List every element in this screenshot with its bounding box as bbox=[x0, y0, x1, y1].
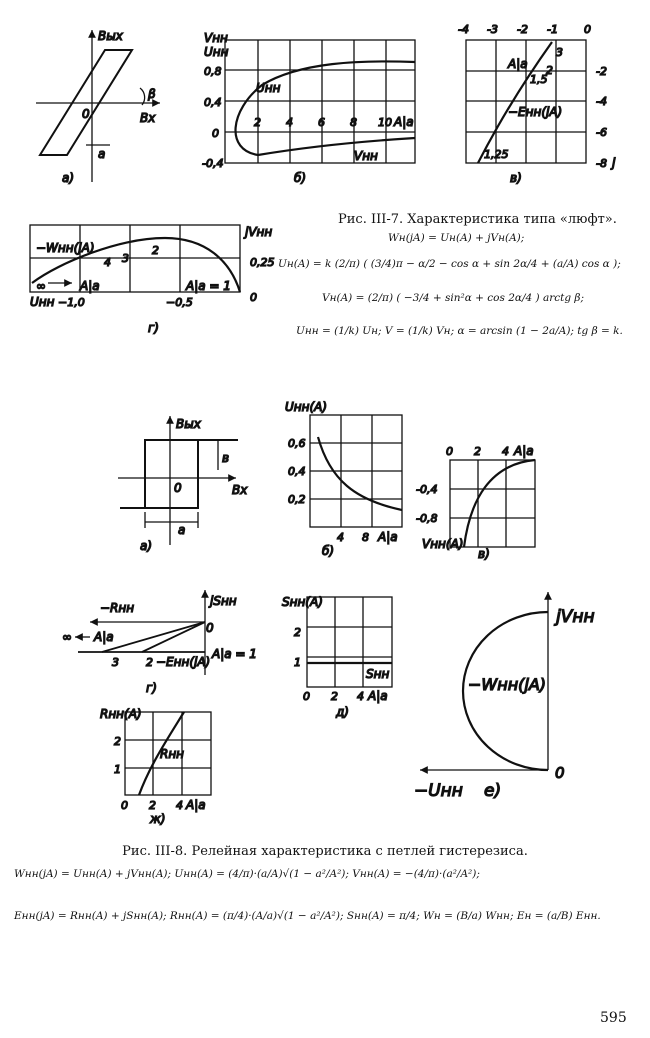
fig8d-pt: 2 bbox=[146, 656, 153, 669]
fig8d-panel: г) bbox=[146, 681, 157, 695]
fig8b-xlabel: A|a bbox=[378, 530, 398, 544]
fig7c-pt: 1,5 bbox=[530, 73, 548, 86]
fig8g-xtick: 4 bbox=[176, 799, 183, 812]
fig7d-inf: ∞ bbox=[36, 279, 46, 293]
fig8a-a: a bbox=[178, 523, 186, 537]
fig8-panel-c bbox=[450, 460, 535, 547]
fig7c-ytick: -8 bbox=[596, 157, 607, 170]
fig8b-ytick: 0,6 bbox=[288, 437, 306, 450]
fig7b-ylabel: Vнн bbox=[204, 31, 228, 45]
fig7c-panel: в) bbox=[510, 171, 522, 185]
fig8e-xtick: 0 bbox=[303, 690, 310, 703]
fig7c-pt: 1,25 bbox=[484, 148, 509, 161]
fig7d-xlabel: Uнн bbox=[30, 295, 55, 309]
fig7b-ytick: 0 bbox=[212, 127, 219, 140]
fig7c-aa: A|a bbox=[508, 57, 528, 71]
fig8c-xtick: 0 bbox=[446, 445, 453, 458]
fig7d-ytick: 0,25 bbox=[250, 256, 275, 269]
fig7c-pt: 2 bbox=[546, 64, 553, 77]
fig7a-beta: β bbox=[148, 87, 156, 101]
fig8b-ytick: 0,4 bbox=[288, 465, 306, 478]
fig7a-xlabel: Вх bbox=[140, 111, 156, 125]
fig7d-xtick: −0,5 bbox=[166, 296, 193, 309]
fig8e-ytick: 2 bbox=[294, 626, 301, 639]
fig7c-ytick: -2 bbox=[596, 65, 607, 78]
fig8c-ylabel: Vнн(A) bbox=[422, 537, 464, 551]
fig7-panel-b bbox=[225, 40, 415, 163]
fig7b-xtick: 2 bbox=[254, 116, 261, 129]
fig8b-xtick: 4 bbox=[337, 531, 344, 544]
fig7c-curve: −Eнн(jA) bbox=[508, 105, 563, 119]
fig8a-origin: 0 bbox=[174, 481, 182, 495]
fig8c-xtick: 2 bbox=[474, 445, 481, 458]
fig8d-curve: −Eнн(jA) bbox=[156, 655, 211, 669]
fig8e-panel: д) bbox=[336, 705, 349, 719]
fig8g-xtick: 0 bbox=[121, 799, 128, 812]
fig8e-xtick: 4 bbox=[357, 690, 364, 703]
fig8-formula: Wнн(jA) = Uнн(A) + jVнн(A); Uнн(A) = (4/π)·(a/A)√(1 − a²/A²); Vнн(A) = −(4/π)·(a²/A²); bbox=[14, 868, 480, 880]
fig7c-xtick: -4 bbox=[458, 23, 469, 36]
fig7d-pt: 3 bbox=[122, 252, 129, 265]
fig7c-j: j bbox=[612, 156, 616, 170]
fig8c-xtick: 4 bbox=[502, 445, 509, 458]
fig7b-panel: б) bbox=[294, 171, 307, 185]
fig7d-curve: −Wнн(jA) bbox=[36, 241, 95, 255]
fig8d-r: −Rнн bbox=[100, 601, 135, 615]
fig8d-ylabel: jSнн bbox=[210, 594, 237, 608]
fig8a-xlabel: Вх bbox=[232, 483, 248, 497]
fig7b-xtick: 4 bbox=[286, 116, 293, 129]
fig8d-aa1: A|a = 1 bbox=[212, 647, 257, 661]
fig8b-xtick: 8 bbox=[362, 531, 369, 544]
fig8a-b: в bbox=[222, 451, 230, 465]
fig7c-xtick: -3 bbox=[487, 23, 498, 36]
fig8c-xlabel: A|a bbox=[514, 444, 534, 458]
fig8c-ytick: -0,4 bbox=[416, 483, 438, 496]
fig7-formula: Uнн = (1/k) Uн; V = (1/k) Vн; α = arcsin (1 − 2a/A); tg β = k. bbox=[296, 325, 623, 337]
fig7a-a: a bbox=[98, 147, 106, 161]
fig8d-origin: 0 bbox=[206, 621, 214, 635]
fig7b-xlabel: A|a bbox=[394, 115, 414, 129]
fig8f-panel: e) bbox=[484, 781, 502, 801]
fig8-caption: Рис. III-8. Релейная характеристика с петлей гистерезиса. bbox=[122, 844, 528, 859]
fig8g-ytick: 1 bbox=[114, 763, 121, 776]
fig8g-panel: ж) bbox=[150, 812, 166, 826]
fig8f-ylabel: jVнн bbox=[556, 607, 595, 627]
fig8-formula: Eнн(jA) = Rнн(A) + jSнн(A); Rнн(A) = (π/4)·(A/a)√(1 − a²/A²); Sнн(A) = π/4; Wн = (B/a) Wнн; Eн = (a/B) Eнн. bbox=[14, 910, 601, 922]
fig7d-xtick: −1,0 bbox=[58, 296, 85, 309]
fig7d-ylabel: jVнн bbox=[245, 225, 273, 239]
fig8e-xtick: 2 bbox=[331, 690, 338, 703]
fig7b-curve-u: Uнн bbox=[256, 81, 281, 95]
fig7b-xtick: 6 bbox=[318, 116, 325, 129]
fig8-panel-b bbox=[310, 415, 402, 527]
fig7c-ytick: -4 bbox=[596, 95, 607, 108]
fig8c-ytick: -0,8 bbox=[416, 512, 438, 525]
fig7d-pt: 2 bbox=[152, 244, 159, 257]
fig7d-pt: 4 bbox=[104, 256, 111, 269]
fig8b-ytick: 0,2 bbox=[288, 493, 306, 506]
fig7d-aa: A|a bbox=[80, 279, 100, 293]
fig8g-xtick: 2 bbox=[149, 799, 156, 812]
fig7-caption: Рис. III-7. Характеристика типа «люфт». bbox=[338, 212, 617, 227]
fig7b-ytick: -0,4 bbox=[202, 157, 224, 170]
fig7c-xtick: -1 bbox=[547, 23, 558, 36]
fig8b-ylabel: Uнн(A) bbox=[285, 400, 328, 414]
fig8c-panel: в) bbox=[478, 547, 490, 561]
fig8g-xlabel: A|a bbox=[186, 798, 206, 812]
page-number: 595 bbox=[600, 1010, 627, 1026]
fig8b-panel: б) bbox=[322, 544, 335, 558]
fig7-formula: Wн(jA) = Uн(A) + jVн(A); bbox=[388, 232, 525, 244]
fig8e-xlabel: A|a bbox=[368, 689, 388, 703]
fig8f-curve: −Wнн(jA) bbox=[468, 675, 547, 694]
fig7-formula: Uн(A) = k (2/π) ( (3/4)π − α/2 − cos α + sin 2α/4 + (a/A) cos α ); bbox=[278, 258, 621, 270]
fig8e-ylabel: Sнн(A) bbox=[282, 595, 323, 609]
fig7c-xtick: 0 bbox=[584, 23, 591, 36]
fig7a-origin: 0 bbox=[82, 107, 90, 121]
fig8g-ylabel: Rнн(A) bbox=[100, 707, 142, 721]
fig7d-xtick: 0 bbox=[250, 291, 257, 304]
fig7c-xtick: -2 bbox=[517, 23, 528, 36]
fig8e-ytick: 1 bbox=[294, 656, 301, 669]
fig7d-panel: г) bbox=[148, 321, 159, 335]
fig8f-origin: 0 bbox=[555, 764, 565, 782]
fig7a-panel: a) bbox=[62, 171, 75, 185]
fig8g-curve: Rнн bbox=[160, 747, 185, 761]
fig8g-ytick: 2 bbox=[114, 735, 121, 748]
fig7c-ytick: -6 bbox=[596, 126, 607, 139]
fig7-formula: Vн(A) = (2/π) ( −3/4 + sin²α + cos 2α/4 ) arctg β; bbox=[322, 292, 585, 304]
fig8d-pt: 3 bbox=[112, 656, 119, 669]
fig7b-ylabel2: Uнн bbox=[204, 45, 229, 59]
fig7b-curve-v: Vнн bbox=[354, 149, 378, 163]
fig7d-aa1: A|a = 1 bbox=[186, 279, 231, 293]
fig7b-xtick: 10 bbox=[378, 116, 392, 129]
fig8f-xlabel: −Uнн bbox=[414, 781, 463, 801]
fig8d-aa: A|a bbox=[94, 630, 114, 644]
fig7a-ylabel: Вых bbox=[98, 29, 123, 43]
fig7b-ytick: 0,4 bbox=[204, 96, 222, 109]
fig7b-xtick: 8 bbox=[350, 116, 357, 129]
fig8a-panel: a) bbox=[140, 539, 153, 553]
fig8a-ylabel: Вых bbox=[176, 417, 201, 431]
fig8e-curve: Sнн bbox=[366, 667, 390, 681]
fig7c-pt: 3 bbox=[556, 46, 563, 59]
fig7b-ytick: 0,8 bbox=[204, 65, 222, 78]
fig8d-inf: ∞ bbox=[62, 630, 72, 644]
